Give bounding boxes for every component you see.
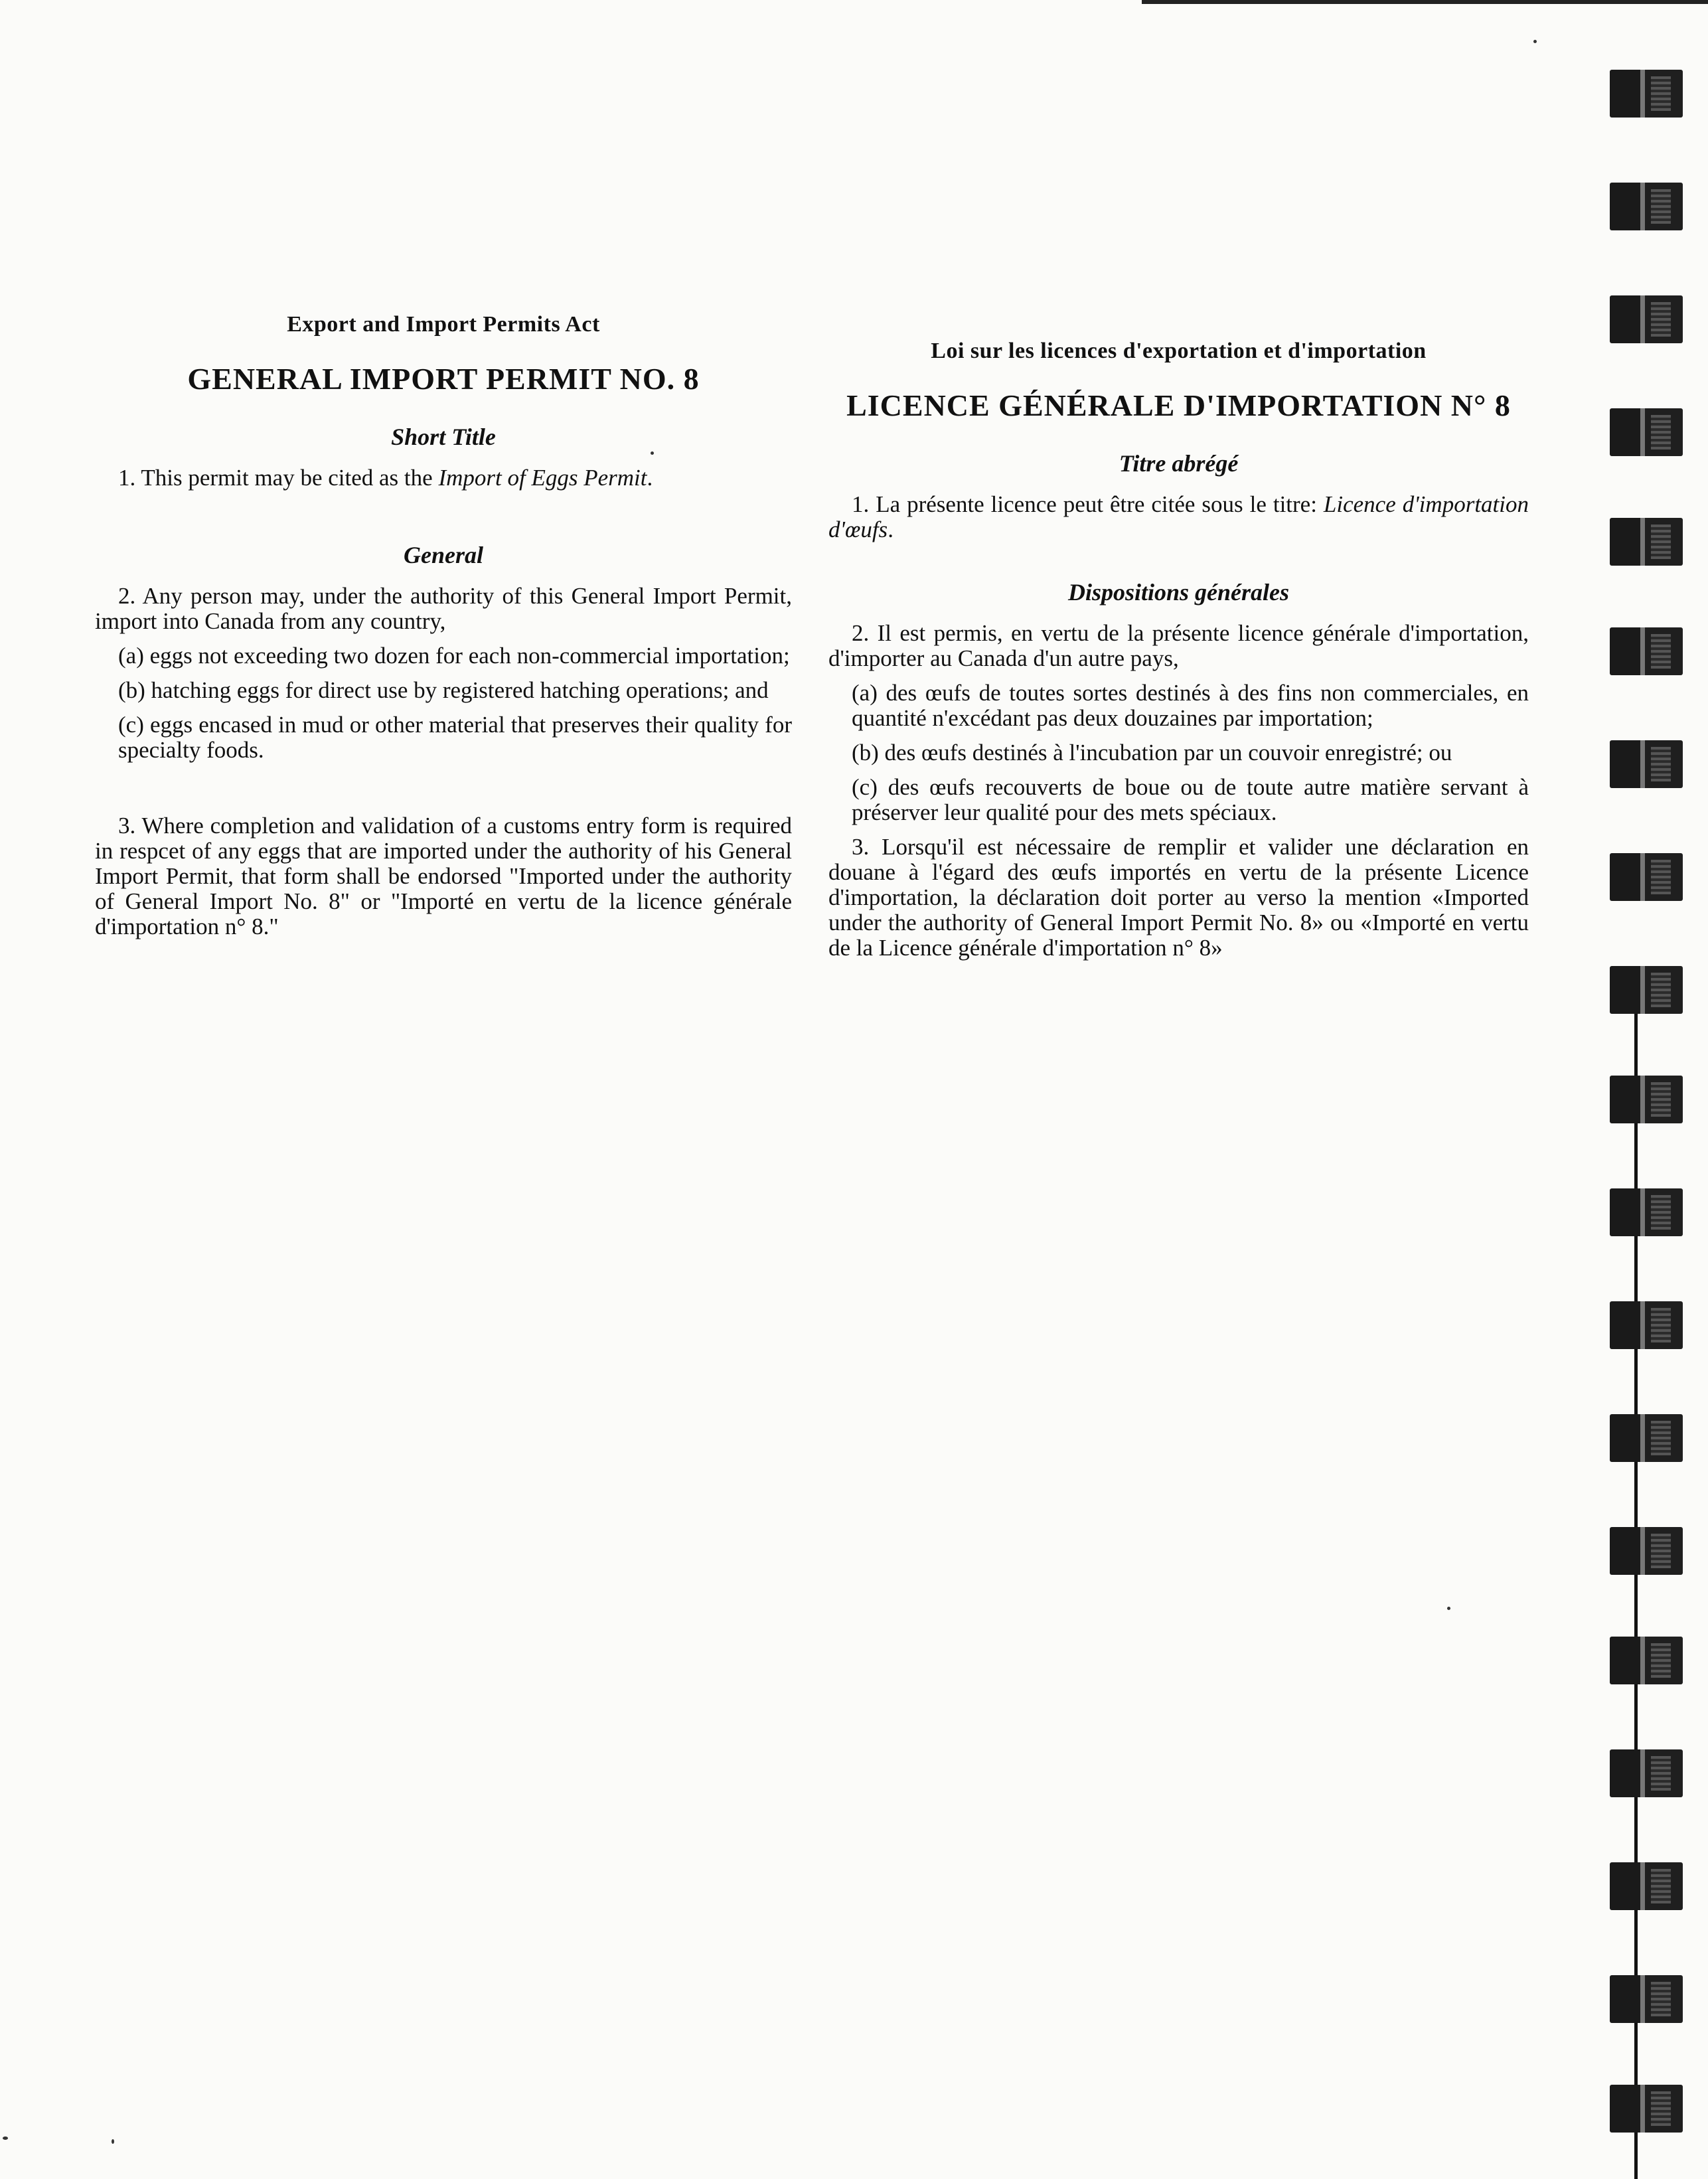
short-title-heading-en: Short Title	[391, 424, 496, 450]
section-2-en: 2. Any person may, under the authority of this General Import Permit, import into Canada from any country,	[95, 583, 792, 634]
binding-clip	[1610, 1637, 1683, 1684]
binding-clip	[1610, 1188, 1683, 1236]
general-heading-fr: Dispositions générales	[1067, 579, 1290, 605]
binding-clip	[1610, 1975, 1683, 2023]
binding-clip	[1610, 853, 1683, 901]
permit-title-en: GENERAL IMPORT PERMIT NO. 8	[187, 362, 700, 396]
general-heading-en: General	[404, 542, 483, 568]
section-2b-fr: (b) des œufs destinés à l'incubation par un couvoir enregistré; ou	[852, 740, 1452, 766]
binding-clip	[1610, 408, 1683, 456]
permit-title-fr: LICENCE GÉNÉRALE D'IMPORTATION N° 8	[846, 388, 1511, 422]
english-column	[95, 312, 792, 949]
binding-clip	[1610, 518, 1683, 566]
section-3-fr: 3. Lorsqu'il est nécessaire de remplir et valider une déclaration en douane à l'égard des œufs importés en vertu de la présente Licence d'importation, la déclaration doit porter au verso la mention «Imported under the authority of General Import Permit No. 8» ou «Importé en vertu de la Licence générale d'importation n° 8»	[828, 834, 1529, 961]
section-2a-en: (a) eggs not exceeding two dozen for each non-commercial importation;	[118, 643, 790, 669]
binding-clip	[1610, 1076, 1683, 1123]
binding-clip	[1610, 1301, 1683, 1349]
short-title-heading-fr: Titre abrégé	[1119, 450, 1239, 477]
act-title-en: Export and Import Permits Act	[287, 312, 600, 337]
binding-clip	[1610, 2085, 1683, 2133]
speck	[1533, 40, 1537, 43]
binding-clip	[1610, 183, 1683, 230]
binding-clip	[1610, 740, 1683, 788]
binding-clip	[1610, 1527, 1683, 1575]
binding-clip	[1610, 627, 1683, 675]
section-1-en: 1. This permit may be cited as the Import of Eggs Permit.	[118, 465, 653, 491]
binding-clip	[1610, 70, 1683, 118]
speck	[3, 2137, 8, 2140]
section-2c-en: (c) eggs encased in mud or other material that preserves their quality for specialty foods.	[118, 712, 792, 763]
section-2a-fr: (a) des œufs de toutes sortes destinés à des fins non commerciales, en quantité n'excédant pas deux douzaines par importation;	[852, 680, 1529, 731]
binding-clip	[1610, 295, 1683, 343]
section-3-en: 3. Where completion and validation of a customs entry form is required in respcet of any eggs that are imported under the authority of his General Import Permit, that form shall be endorsed "Imported under the authority of General Import No. 8" or "Importé en vertu de la licence générale d'importation n° 8."	[95, 813, 792, 939]
binding-clip	[1610, 1862, 1683, 1910]
section-2-fr: 2. Il est permis, en vertu de la présente licence générale d'importation, d'importer au Canada d'un autre pays,	[828, 620, 1529, 671]
act-title-fr: Loi sur les licences d'exportation et d'importation	[931, 339, 1427, 363]
binding-clip	[1610, 1749, 1683, 1797]
speck	[651, 451, 654, 455]
section-2c-fr: (c) des œufs recouverts de boue ou de toute autre matière servant à préserver leur qualité pour des mets spéciaux.	[852, 774, 1529, 825]
french-column	[828, 339, 1529, 970]
binding-clip	[1610, 1414, 1683, 1462]
speck	[1447, 1607, 1450, 1610]
speck	[112, 2139, 114, 2144]
section-1-fr: 1. La présente licence peut être citée sous le titre: Licence d'importation d'œufs.	[828, 491, 1529, 542]
binding-clip	[1610, 966, 1683, 1014]
section-2b-en: (b) hatching eggs for direct use by registered hatching operations; and	[118, 677, 769, 703]
